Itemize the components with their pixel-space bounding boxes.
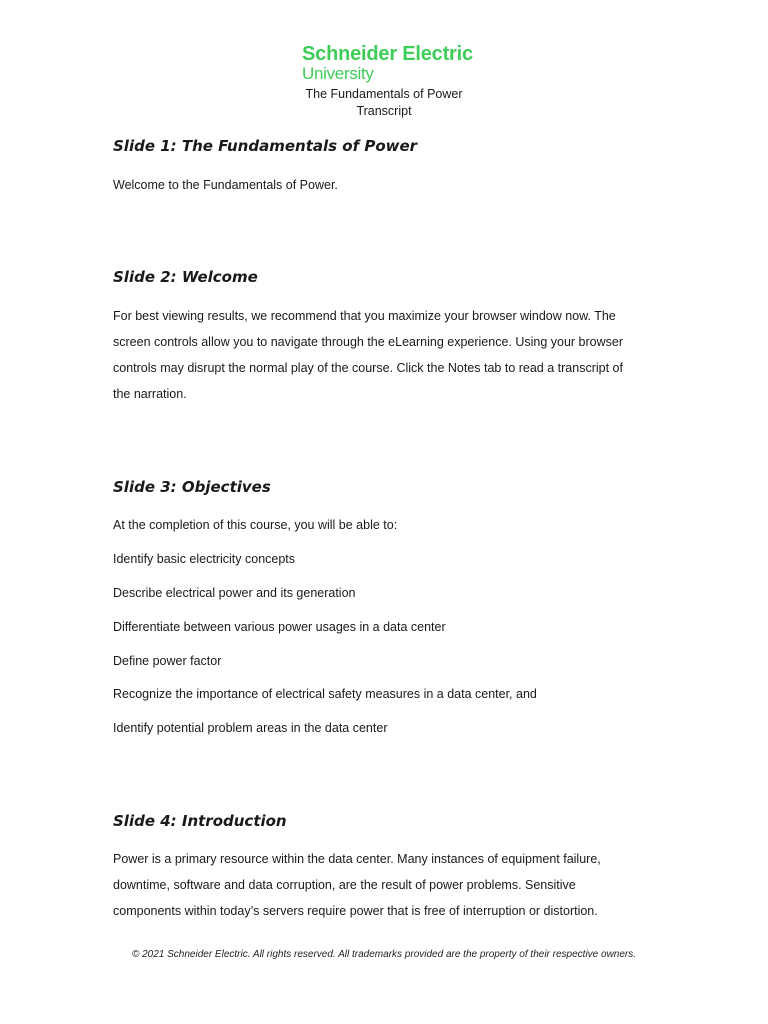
objective-item: Describe electrical power and its generation xyxy=(113,586,356,600)
slide-2-body-line: the narration. xyxy=(113,387,187,401)
document-title: The Fundamentals of Power xyxy=(305,87,463,101)
objective-item: Identify potential problem areas in the data center xyxy=(113,721,388,735)
objective-item: Define power factor xyxy=(113,654,222,668)
schneider-electric-university-logo xyxy=(302,44,473,82)
slide-4-heading: Slide 4: Introduction xyxy=(113,812,287,830)
slide-1-heading: Slide 1: The Fundamentals of Power xyxy=(113,137,418,155)
document-subtitle: Transcript xyxy=(356,104,412,118)
slide-2-body-line: For best viewing results, we recommend that you maximize your browser window now. The xyxy=(113,309,616,323)
slide-2-heading: Slide 2: Welcome xyxy=(113,268,258,286)
logo-name-line1: Schneider Electric xyxy=(302,43,473,65)
slide-3-heading: Slide 3: Objectives xyxy=(113,478,271,496)
slide-4-body-line: components within today’s servers require power that is free of interruption or distortion. xyxy=(113,904,598,918)
slide-1-body: Welcome to the Fundamentals of Power. xyxy=(113,178,338,192)
slide-4-body-line: Power is a primary resource within the data center. Many instances of equipment failure, xyxy=(113,852,601,866)
slide-2-body-line: controls may disrupt the normal play of the course. Click the Notes tab to read a transcript of xyxy=(113,361,623,375)
slide-2-body-line: screen controls allow you to navigate through the eLearning experience. Using your browser xyxy=(113,335,624,349)
slide-4-body-line: downtime, software and data corruption, are the result of power problems. Sensitive xyxy=(113,878,576,892)
objective-item: Identify basic electricity concepts xyxy=(113,552,296,566)
slide-3-intro: At the completion of this course, you will be able to: xyxy=(113,518,398,532)
copyright-footer: © 2021 Schneider Electric. All rights reserved. All trademarks provided are the property of their respective owners. xyxy=(131,949,637,960)
objective-item: Differentiate between various power usages in a data center xyxy=(113,620,446,634)
logo-name-line2: University xyxy=(302,64,374,83)
objective-item: Recognize the importance of electrical safety measures in a data center, and xyxy=(113,687,537,701)
